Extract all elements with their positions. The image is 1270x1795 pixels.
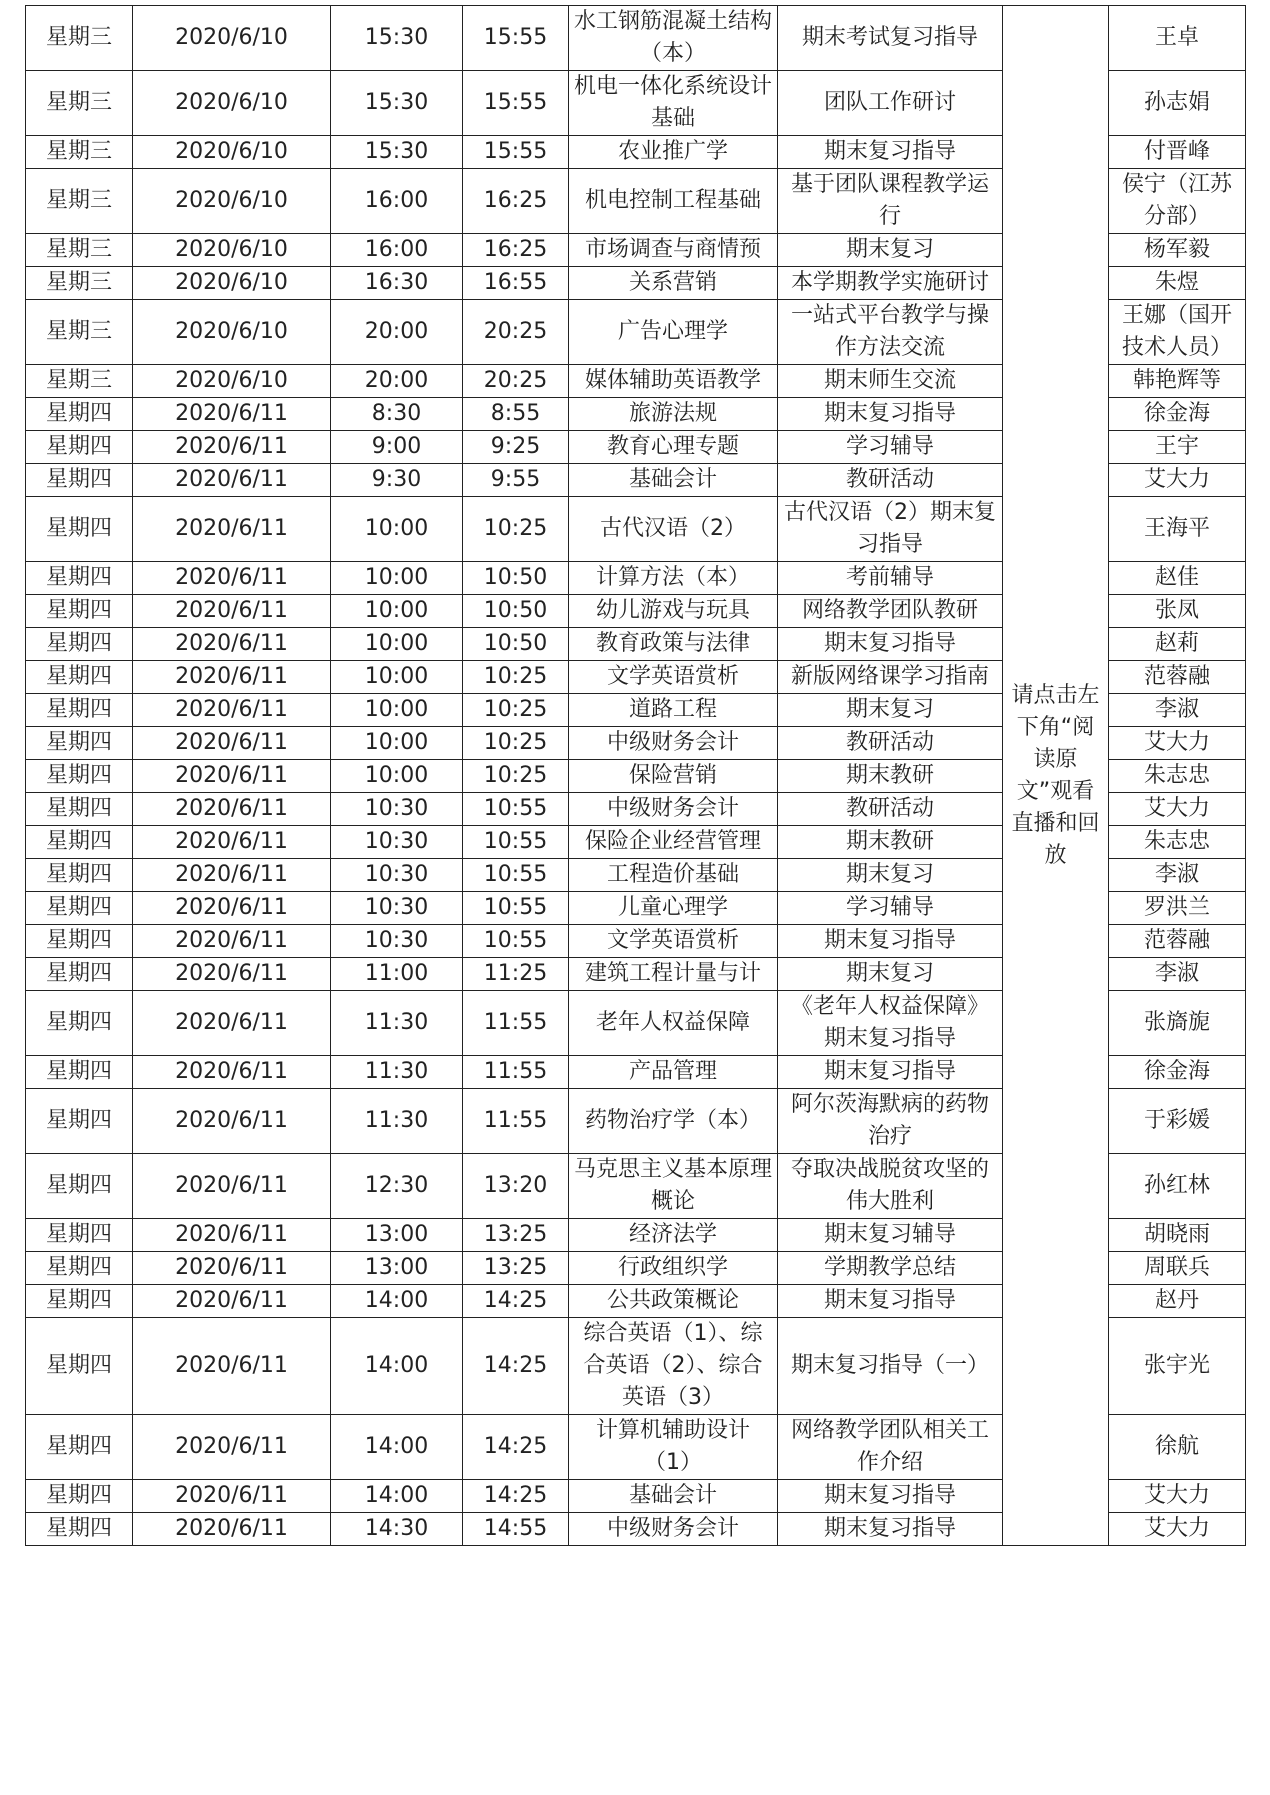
end-time-cell: 10:55 bbox=[463, 826, 569, 859]
end-time-cell: 10:50 bbox=[463, 595, 569, 628]
start-time-cell: 14:00 bbox=[331, 1285, 463, 1318]
date-cell: 2020/6/11 bbox=[133, 1089, 331, 1154]
start-time-cell: 10:30 bbox=[331, 925, 463, 958]
end-time-cell: 14:25 bbox=[463, 1480, 569, 1513]
date-cell: 2020/6/10 bbox=[133, 6, 331, 71]
teacher-cell: 周联兵 bbox=[1109, 1252, 1246, 1285]
start-time-cell: 10:30 bbox=[331, 892, 463, 925]
course-name-cell: 教育心理专题 bbox=[569, 431, 778, 464]
session-topic-cell: 教研活动 bbox=[778, 464, 1003, 497]
weekday-cell: 星期四 bbox=[26, 1154, 133, 1219]
course-name-cell: 综合英语（1）、综合英语（2）、综合英语（3） bbox=[569, 1318, 778, 1415]
teacher-cell: 孙红林 bbox=[1109, 1154, 1246, 1219]
weekday-cell: 星期四 bbox=[26, 1480, 133, 1513]
start-time-cell: 13:00 bbox=[331, 1219, 463, 1252]
course-name-cell: 关系营销 bbox=[569, 267, 778, 300]
weekday-cell: 星期三 bbox=[26, 365, 133, 398]
start-time-cell: 10:00 bbox=[331, 694, 463, 727]
date-cell: 2020/6/11 bbox=[133, 595, 331, 628]
session-topic-cell: 一站式平台教学与操作方法交流 bbox=[778, 300, 1003, 365]
session-topic-cell: 期末考试复习指导 bbox=[778, 6, 1003, 71]
course-name-cell: 文学英语赏析 bbox=[569, 661, 778, 694]
course-name-cell: 公共政策概论 bbox=[569, 1285, 778, 1318]
weekday-cell: 星期三 bbox=[26, 136, 133, 169]
start-time-cell: 20:00 bbox=[331, 300, 463, 365]
end-time-cell: 14:25 bbox=[463, 1285, 569, 1318]
course-name-cell: 旅游法规 bbox=[569, 398, 778, 431]
course-name-cell: 保险营销 bbox=[569, 760, 778, 793]
teacher-cell: 艾大力 bbox=[1109, 1513, 1246, 1546]
course-name-cell: 经济法学 bbox=[569, 1219, 778, 1252]
course-name-cell: 农业推广学 bbox=[569, 136, 778, 169]
end-time-cell: 16:25 bbox=[463, 169, 569, 234]
end-time-cell: 11:25 bbox=[463, 958, 569, 991]
teacher-cell: 艾大力 bbox=[1109, 1480, 1246, 1513]
session-topic-cell: 新版网络课学习指南 bbox=[778, 661, 1003, 694]
teacher-cell: 付晋峰 bbox=[1109, 136, 1246, 169]
date-cell: 2020/6/11 bbox=[133, 661, 331, 694]
end-time-cell: 16:25 bbox=[463, 234, 569, 267]
session-topic-cell: 期末教研 bbox=[778, 826, 1003, 859]
course-name-cell: 行政组织学 bbox=[569, 1252, 778, 1285]
session-topic-cell: 基于团队课程教学运行 bbox=[778, 169, 1003, 234]
session-topic-cell: 期末复习 bbox=[778, 958, 1003, 991]
course-name-cell: 老年人权益保障 bbox=[569, 991, 778, 1056]
session-topic-cell: 期末复习辅导 bbox=[778, 1219, 1003, 1252]
session-topic-cell: 期末复习指导 bbox=[778, 1056, 1003, 1089]
date-cell: 2020/6/11 bbox=[133, 1285, 331, 1318]
table-row bbox=[26, 6, 1246, 71]
end-time-cell: 10:55 bbox=[463, 859, 569, 892]
date-cell: 2020/6/11 bbox=[133, 431, 331, 464]
teacher-cell: 艾大力 bbox=[1109, 793, 1246, 826]
course-name-cell: 工程造价基础 bbox=[569, 859, 778, 892]
start-time-cell: 14:00 bbox=[331, 1415, 463, 1480]
session-topic-cell: 期末复习指导 bbox=[778, 628, 1003, 661]
weekday-cell: 星期四 bbox=[26, 1415, 133, 1480]
session-topic-cell: 学期教学总结 bbox=[778, 1252, 1003, 1285]
end-time-cell: 20:25 bbox=[463, 365, 569, 398]
start-time-cell: 13:00 bbox=[331, 1252, 463, 1285]
start-time-cell: 8:30 bbox=[331, 398, 463, 431]
end-time-cell: 13:20 bbox=[463, 1154, 569, 1219]
course-name-cell: 保险企业经营管理 bbox=[569, 826, 778, 859]
end-time-cell: 11:55 bbox=[463, 1056, 569, 1089]
session-topic-cell: 期末师生交流 bbox=[778, 365, 1003, 398]
start-time-cell: 14:00 bbox=[331, 1480, 463, 1513]
course-name-cell: 水工钢筋混凝土结构（本） bbox=[569, 6, 778, 71]
session-topic-cell: 夺取决战脱贫攻坚的伟大胜利 bbox=[778, 1154, 1003, 1219]
teacher-cell: 韩艳辉等 bbox=[1109, 365, 1246, 398]
date-cell: 2020/6/11 bbox=[133, 464, 331, 497]
teacher-cell: 王娜（国开技术人员） bbox=[1109, 300, 1246, 365]
end-time-cell: 15:55 bbox=[463, 6, 569, 71]
end-time-cell: 9:25 bbox=[463, 431, 569, 464]
start-time-cell: 10:00 bbox=[331, 628, 463, 661]
session-topic-cell: 教研活动 bbox=[778, 727, 1003, 760]
end-time-cell: 14:25 bbox=[463, 1415, 569, 1480]
weekday-cell: 星期四 bbox=[26, 826, 133, 859]
schedule-table bbox=[25, 5, 1246, 1546]
end-time-cell: 10:25 bbox=[463, 694, 569, 727]
end-time-cell: 13:25 bbox=[463, 1252, 569, 1285]
session-topic-cell: 期末复习指导 bbox=[778, 1513, 1003, 1546]
end-time-cell: 10:25 bbox=[463, 760, 569, 793]
end-time-cell: 9:55 bbox=[463, 464, 569, 497]
weekday-cell: 星期四 bbox=[26, 793, 133, 826]
weekday-cell: 星期四 bbox=[26, 859, 133, 892]
end-time-cell: 10:50 bbox=[463, 628, 569, 661]
teacher-cell: 范蓉融 bbox=[1109, 925, 1246, 958]
session-topic-cell: 期末复习指导 bbox=[778, 136, 1003, 169]
end-time-cell: 14:25 bbox=[463, 1318, 569, 1415]
end-time-cell: 10:55 bbox=[463, 925, 569, 958]
teacher-cell: 赵丹 bbox=[1109, 1285, 1246, 1318]
weekday-cell: 星期三 bbox=[26, 267, 133, 300]
end-time-cell: 10:25 bbox=[463, 661, 569, 694]
start-time-cell: 12:30 bbox=[331, 1154, 463, 1219]
teacher-cell: 艾大力 bbox=[1109, 464, 1246, 497]
date-cell: 2020/6/11 bbox=[133, 562, 331, 595]
date-cell: 2020/6/11 bbox=[133, 859, 331, 892]
date-cell: 2020/6/11 bbox=[133, 1154, 331, 1219]
date-cell: 2020/6/11 bbox=[133, 628, 331, 661]
course-name-cell: 马克思主义基本原理概论 bbox=[569, 1154, 778, 1219]
date-cell: 2020/6/11 bbox=[133, 398, 331, 431]
course-name-cell: 媒体辅助英语教学 bbox=[569, 365, 778, 398]
teacher-cell: 李淑 bbox=[1109, 694, 1246, 727]
date-cell: 2020/6/11 bbox=[133, 826, 331, 859]
session-topic-cell: 教研活动 bbox=[778, 793, 1003, 826]
course-name-cell: 基础会计 bbox=[569, 1480, 778, 1513]
teacher-cell: 朱志忠 bbox=[1109, 826, 1246, 859]
session-topic-cell: 学习辅导 bbox=[778, 431, 1003, 464]
weekday-cell: 星期四 bbox=[26, 661, 133, 694]
session-topic-cell: 期末复习指导 bbox=[778, 1480, 1003, 1513]
course-name-cell: 广告心理学 bbox=[569, 300, 778, 365]
date-cell: 2020/6/11 bbox=[133, 991, 331, 1056]
end-time-cell: 15:55 bbox=[463, 71, 569, 136]
weekday-cell: 星期四 bbox=[26, 464, 133, 497]
date-cell: 2020/6/11 bbox=[133, 727, 331, 760]
teacher-cell: 胡晓雨 bbox=[1109, 1219, 1246, 1252]
course-name-cell: 古代汉语（2） bbox=[569, 497, 778, 562]
start-time-cell: 16:00 bbox=[331, 169, 463, 234]
course-name-cell: 教育政策与法律 bbox=[569, 628, 778, 661]
course-name-cell: 基础会计 bbox=[569, 464, 778, 497]
end-time-cell: 13:25 bbox=[463, 1219, 569, 1252]
weekday-cell: 星期四 bbox=[26, 1219, 133, 1252]
session-topic-cell: 阿尔茨海默病的药物治疗 bbox=[778, 1089, 1003, 1154]
weekday-cell: 星期四 bbox=[26, 497, 133, 562]
start-time-cell: 10:30 bbox=[331, 793, 463, 826]
session-topic-cell: 期末复习 bbox=[778, 859, 1003, 892]
session-topic-cell: 团队工作研讨 bbox=[778, 71, 1003, 136]
teacher-cell: 张凤 bbox=[1109, 595, 1246, 628]
end-time-cell: 8:55 bbox=[463, 398, 569, 431]
session-topic-cell: 网络教学团队相关工作介绍 bbox=[778, 1415, 1003, 1480]
teacher-cell: 孙志娟 bbox=[1109, 71, 1246, 136]
session-topic-cell: 期末教研 bbox=[778, 760, 1003, 793]
weekday-cell: 星期四 bbox=[26, 760, 133, 793]
date-cell: 2020/6/11 bbox=[133, 694, 331, 727]
session-topic-cell: 《老年人权益保障》期末复习指导 bbox=[778, 991, 1003, 1056]
weekday-cell: 星期四 bbox=[26, 1285, 133, 1318]
weekday-cell: 星期四 bbox=[26, 991, 133, 1056]
session-topic-cell: 期末复习指导 bbox=[778, 398, 1003, 431]
weekday-cell: 星期四 bbox=[26, 1056, 133, 1089]
teacher-cell: 杨军毅 bbox=[1109, 234, 1246, 267]
teacher-cell: 张旖旎 bbox=[1109, 991, 1246, 1056]
date-cell: 2020/6/10 bbox=[133, 300, 331, 365]
date-cell: 2020/6/11 bbox=[133, 1318, 331, 1415]
course-name-cell: 机电控制工程基础 bbox=[569, 169, 778, 234]
start-time-cell: 11:30 bbox=[331, 1056, 463, 1089]
teacher-cell: 李淑 bbox=[1109, 859, 1246, 892]
session-topic-cell: 期末复习 bbox=[778, 234, 1003, 267]
date-cell: 2020/6/11 bbox=[133, 793, 331, 826]
end-time-cell: 16:55 bbox=[463, 267, 569, 300]
start-time-cell: 14:00 bbox=[331, 1318, 463, 1415]
course-name-cell: 道路工程 bbox=[569, 694, 778, 727]
weekday-cell: 星期三 bbox=[26, 6, 133, 71]
course-name-cell: 产品管理 bbox=[569, 1056, 778, 1089]
course-name-cell: 建筑工程计量与计 bbox=[569, 958, 778, 991]
date-cell: 2020/6/11 bbox=[133, 1252, 331, 1285]
teacher-cell: 张宇光 bbox=[1109, 1318, 1246, 1415]
teacher-cell: 徐航 bbox=[1109, 1415, 1246, 1480]
course-name-cell: 儿童心理学 bbox=[569, 892, 778, 925]
end-time-cell: 10:55 bbox=[463, 892, 569, 925]
weekday-cell: 星期四 bbox=[26, 958, 133, 991]
start-time-cell: 11:30 bbox=[331, 991, 463, 1056]
start-time-cell: 9:00 bbox=[331, 431, 463, 464]
date-cell: 2020/6/11 bbox=[133, 1415, 331, 1480]
teacher-cell: 朱煜 bbox=[1109, 267, 1246, 300]
weekday-cell: 星期四 bbox=[26, 1252, 133, 1285]
weekday-cell: 星期四 bbox=[26, 925, 133, 958]
weekday-cell: 星期四 bbox=[26, 628, 133, 661]
session-topic-cell: 学习辅导 bbox=[778, 892, 1003, 925]
end-time-cell: 10:50 bbox=[463, 562, 569, 595]
start-time-cell: 10:30 bbox=[331, 859, 463, 892]
teacher-cell: 赵佳 bbox=[1109, 562, 1246, 595]
course-name-cell: 中级财务会计 bbox=[569, 793, 778, 826]
date-cell: 2020/6/10 bbox=[133, 136, 331, 169]
start-time-cell: 9:30 bbox=[331, 464, 463, 497]
weekday-cell: 星期三 bbox=[26, 71, 133, 136]
date-cell: 2020/6/10 bbox=[133, 365, 331, 398]
end-time-cell: 11:55 bbox=[463, 991, 569, 1056]
start-time-cell: 10:00 bbox=[331, 497, 463, 562]
teacher-cell: 侯宁（江苏分部） bbox=[1109, 169, 1246, 234]
weekday-cell: 星期四 bbox=[26, 694, 133, 727]
teacher-cell: 王海平 bbox=[1109, 497, 1246, 562]
teacher-cell: 王卓 bbox=[1109, 6, 1246, 71]
start-time-cell: 20:00 bbox=[331, 365, 463, 398]
session-topic-cell: 考前辅导 bbox=[778, 562, 1003, 595]
date-cell: 2020/6/10 bbox=[133, 169, 331, 234]
start-time-cell: 10:00 bbox=[331, 727, 463, 760]
session-topic-cell: 网络教学团队教研 bbox=[778, 595, 1003, 628]
session-topic-cell: 期末复习指导 bbox=[778, 1285, 1003, 1318]
start-time-cell: 15:30 bbox=[331, 71, 463, 136]
date-cell: 2020/6/11 bbox=[133, 958, 331, 991]
course-name-cell: 中级财务会计 bbox=[569, 1513, 778, 1546]
start-time-cell: 10:00 bbox=[331, 760, 463, 793]
session-topic-cell: 古代汉语（2）期末复习指导 bbox=[778, 497, 1003, 562]
end-time-cell: 10:25 bbox=[463, 497, 569, 562]
weekday-cell: 星期四 bbox=[26, 398, 133, 431]
end-time-cell: 11:55 bbox=[463, 1089, 569, 1154]
course-name-cell: 计算方法（本） bbox=[569, 562, 778, 595]
start-time-cell: 10:00 bbox=[331, 562, 463, 595]
session-topic-cell: 期末复习指导 bbox=[778, 925, 1003, 958]
teacher-cell: 于彩媛 bbox=[1109, 1089, 1246, 1154]
teacher-cell: 王宇 bbox=[1109, 431, 1246, 464]
weekday-cell: 星期四 bbox=[26, 595, 133, 628]
teacher-cell: 朱志忠 bbox=[1109, 760, 1246, 793]
start-time-cell: 10:30 bbox=[331, 826, 463, 859]
weekday-cell: 星期三 bbox=[26, 169, 133, 234]
weekday-cell: 星期四 bbox=[26, 727, 133, 760]
start-time-cell: 11:00 bbox=[331, 958, 463, 991]
weekday-cell: 星期三 bbox=[26, 234, 133, 267]
course-name-cell: 中级财务会计 bbox=[569, 727, 778, 760]
playback-note-cell: 请点击左下角“阅读原文”观看直播和回放 bbox=[1003, 6, 1109, 1546]
date-cell: 2020/6/11 bbox=[133, 892, 331, 925]
date-cell: 2020/6/11 bbox=[133, 497, 331, 562]
start-time-cell: 16:30 bbox=[331, 267, 463, 300]
session-topic-cell: 期末复习指导（一） bbox=[778, 1318, 1003, 1415]
date-cell: 2020/6/11 bbox=[133, 1480, 331, 1513]
teacher-cell: 罗洪兰 bbox=[1109, 892, 1246, 925]
date-cell: 2020/6/11 bbox=[133, 1056, 331, 1089]
session-topic-cell: 本学期教学实施研讨 bbox=[778, 267, 1003, 300]
course-name-cell: 药物治疗学（本） bbox=[569, 1089, 778, 1154]
course-name-cell: 幼儿游戏与玩具 bbox=[569, 595, 778, 628]
teacher-cell: 徐金海 bbox=[1109, 398, 1246, 431]
start-time-cell: 15:30 bbox=[331, 6, 463, 71]
end-time-cell: 10:25 bbox=[463, 727, 569, 760]
weekday-cell: 星期四 bbox=[26, 1513, 133, 1546]
date-cell: 2020/6/11 bbox=[133, 1513, 331, 1546]
schedule-body bbox=[26, 6, 1246, 1546]
course-name-cell: 机电一体化系统设计基础 bbox=[569, 71, 778, 136]
start-time-cell: 10:00 bbox=[331, 595, 463, 628]
weekday-cell: 星期四 bbox=[26, 431, 133, 464]
start-time-cell: 14:30 bbox=[331, 1513, 463, 1546]
end-time-cell: 15:55 bbox=[463, 136, 569, 169]
weekday-cell: 星期四 bbox=[26, 562, 133, 595]
weekday-cell: 星期三 bbox=[26, 300, 133, 365]
course-name-cell: 市场调查与商情预 bbox=[569, 234, 778, 267]
weekday-cell: 星期四 bbox=[26, 1318, 133, 1415]
date-cell: 2020/6/11 bbox=[133, 925, 331, 958]
end-time-cell: 20:25 bbox=[463, 300, 569, 365]
weekday-cell: 星期四 bbox=[26, 892, 133, 925]
date-cell: 2020/6/10 bbox=[133, 267, 331, 300]
end-time-cell: 10:55 bbox=[463, 793, 569, 826]
weekday-cell: 星期四 bbox=[26, 1089, 133, 1154]
teacher-cell: 李淑 bbox=[1109, 958, 1246, 991]
date-cell: 2020/6/11 bbox=[133, 1219, 331, 1252]
start-time-cell: 16:00 bbox=[331, 234, 463, 267]
start-time-cell: 15:30 bbox=[331, 136, 463, 169]
course-name-cell: 计算机辅助设计（1） bbox=[569, 1415, 778, 1480]
date-cell: 2020/6/10 bbox=[133, 234, 331, 267]
end-time-cell: 14:55 bbox=[463, 1513, 569, 1546]
session-topic-cell: 期末复习 bbox=[778, 694, 1003, 727]
teacher-cell: 范蓉融 bbox=[1109, 661, 1246, 694]
date-cell: 2020/6/11 bbox=[133, 760, 331, 793]
course-name-cell: 文学英语赏析 bbox=[569, 925, 778, 958]
teacher-cell: 赵莉 bbox=[1109, 628, 1246, 661]
start-time-cell: 10:00 bbox=[331, 661, 463, 694]
teacher-cell: 艾大力 bbox=[1109, 727, 1246, 760]
teacher-cell: 徐金海 bbox=[1109, 1056, 1246, 1089]
date-cell: 2020/6/10 bbox=[133, 71, 331, 136]
start-time-cell: 11:30 bbox=[331, 1089, 463, 1154]
